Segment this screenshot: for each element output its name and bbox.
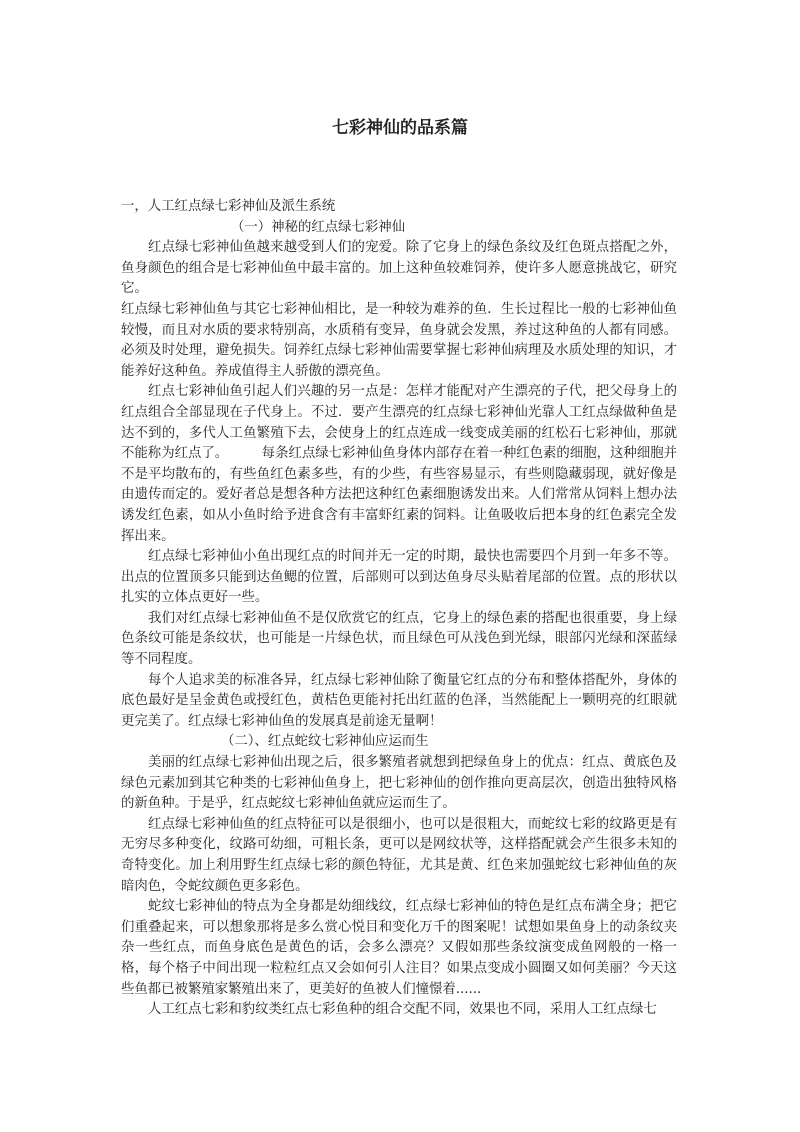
paragraph: 人工红点七彩和豹纹类红点七彩鱼种的组合交配不同，效果也不同，采用人工红点绿七 [148,1002,657,1018]
section-heading: 一，人工红点绿七彩神仙及派生系统 [121,199,336,214]
paragraph: 红点绿七彩神仙鱼的红点特征可以是很细小，也可以是很粗大，而蛇纹七彩的纹路更是有无穷尽多种变化，纹路可幼细，可粗长条，更可以是网纹状等，这样搭配就会产生很多未知的奇特变化。加上利用野生红点绿七彩的颜色特征，尤其是黄、红色来加强蛇纹七彩神仙鱼的灰暗肉色，令蛇纹颜色更多彩色。 [121,816,677,894]
paragraph: 红点绿七彩神仙鱼与其它七彩神仙相比，是一种较为难养的鱼．生长过程比一般的七彩神仙鱼较慢，而且对水质的要求特别高，水质稍有变异，鱼身就会发黑，养过这种鱼的人都有同感。必须及时处理，避免损失。饲养红点绿七彩神仙需要掌握七彩神仙病理及水质处理的知识，才能养好这种鱼。养成值得主人骄傲的漂亮鱼。 [121,301,677,379]
subsection-heading: （二）、红点蛇纹七彩神仙应运而生 [221,734,429,750]
paragraph: 我们对红点绿七彩神仙鱼不是仅欣赏它的红点，它身上的绿色素的搭配也很重要，身上绿色条纹可能是条纹状，也可能是一片绿色状，而且绿色可从浅色到光绿，眼部闪光绿和深蓝绿等不同程度。 [121,610,677,668]
document-title: 七彩神仙的品系篇 [332,118,468,138]
paragraph: 每个人追求美的标准各异，红点绿七彩神仙除了衡量它红点的分布和整体搭配外，身体的底色最好是呈金黄色或授红色，黄桔色更能衬托出红蓝的色泽，当然能配上一颗明亮的红眼就更完美了。红点绿七彩神仙鱼的发展真是前途无量啊！ [121,672,677,729]
paragraph: 美丽的红点绿七彩神仙出现之后，很多繁殖者就想到把绿鱼身上的优点：红点、黄底色及绿色元素加到其它种类的七彩神仙鱼身上，把七彩神仙的创作推向更高层次，创造出独特风格的新鱼种。于是乎，红点蛇纹七彩神仙鱼就应运而生了。 [121,755,677,812]
subsection-heading: （一）神秘的红点绿七彩神仙 [231,219,406,235]
paragraph: 红点绿七彩神仙小鱼出现红点的时间并无一定的时期，最快也需要四个月到一年多不等。出点的位置顶多只能到达鱼鳃的位置，后部则可以到达鱼身尽头贴着尾部的位置。点的形状以扎实的立体点更好一些。 [121,549,677,606]
paragraph: 红点绿七彩神仙鱼越来越受到人们的宠爱。除了它身上的绿色条纹及红色斑点搭配之外，鱼身颜色的组合是七彩神仙鱼中最丰富的。加上这种鱼较难饲养，使许多人愿意挑战它，研究它。 [121,240,677,297]
paragraph: 蛇纹七彩神仙的特点为全身都是幼细线纹，红点绿七彩神仙的特色是红点布满全身；把它们重叠起来，可以想象那将是多么赏心悦目和变化万千的图案呢！试想如果鱼身上的动条纹夹杂一些红点，而鱼身底色是黄色的话，会多么漂亮？又假如那些条纹演变成鱼网般的一格一格，每个格子中间出现一粒粒红点又会如何引人注目？如果点变成小圆圈又如何美丽？今天这些鱼都已被繁殖家繁殖出来了，更美好的鱼被人们憧憬着...... [121,899,677,997]
document-body [121,197,677,1021]
paragraph: 红点七彩神仙鱼引起人们兴趣的另一点是：怎样才能配对产生漂亮的子代，把父母身上的红点组合全部显现在子代身上。不过．要产生漂亮的红点绿七彩神仙光靠人工红点绿做种鱼是达不到的，多代人工鱼繁殖下去，会使身上的红点连成一线变成美丽的红松石七彩神仙，那就不能称为红点了。 每条红点绿七彩神仙鱼身体内部存在着一种红色素的细胞，这种细胞并不是平均散布的，有些鱼红色素多些，有的少些，有些容易显示，有些则隐藏弱现，就好像是由遗传而定的。爱好者总是想各种方法把这种红色素细胞诱发出来。人们常常从饲料上想办法诱发红色素，如从小鱼时给予进食含有丰富虾红素的饲料。让鱼吸收后把本身的红色素完全发挥出来。 [121,384,677,544]
